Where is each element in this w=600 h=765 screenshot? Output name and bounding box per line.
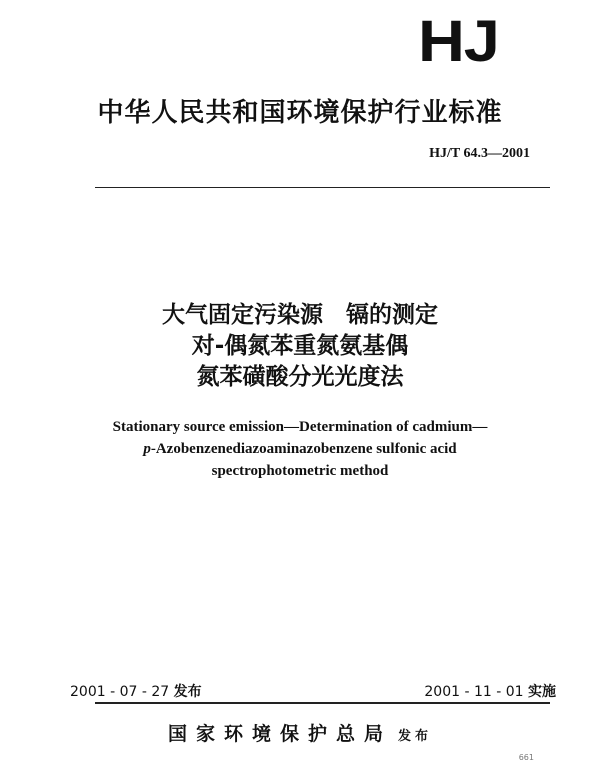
chinese-title-line-3: 氮苯磺酸分光光度法	[196, 364, 404, 390]
effective-date-label: 实施	[528, 684, 556, 700]
page-number: 661	[518, 753, 534, 762]
issuer-name: 国家环境保护总局	[167, 723, 392, 745]
issue-date-label: 发布	[173, 684, 202, 700]
hj-logo: HJ	[418, 9, 499, 74]
english-title-italic-prefix: p	[143, 441, 151, 457]
standard-organization-title: 中华人民共和国环境保护行业标准	[97, 98, 503, 128]
english-title-line-3: spectrophotometric method	[211, 463, 389, 479]
issue-date	[70, 681, 202, 701]
effective-date	[424, 681, 556, 701]
effective-date-value: 2001 - 11 - 01	[424, 684, 524, 700]
issuing-authority	[0, 719, 600, 746]
chinese-title-line-2: 对-偶氮苯重氮氨基偶	[191, 333, 409, 359]
chinese-title-line-1: 大气固定污染源 镉的测定	[162, 302, 438, 328]
issuer-verb: 发布	[398, 729, 433, 744]
english-title-line-2	[0, 438, 600, 460]
issue-date-value: 2001 - 07 - 27	[70, 684, 170, 700]
english-title-line-1: Stationary source emission—Determination of cadmium—	[112, 419, 488, 435]
footer-divider	[95, 702, 550, 704]
chinese-title	[0, 300, 600, 393]
english-title	[0, 416, 600, 482]
header-divider	[95, 187, 550, 188]
english-title-line-2-text: -Azobenzenediazoaminazobenzene sulfonic acid	[150, 441, 457, 457]
standard-code: HJ/T 64.3—2001	[429, 146, 530, 161]
